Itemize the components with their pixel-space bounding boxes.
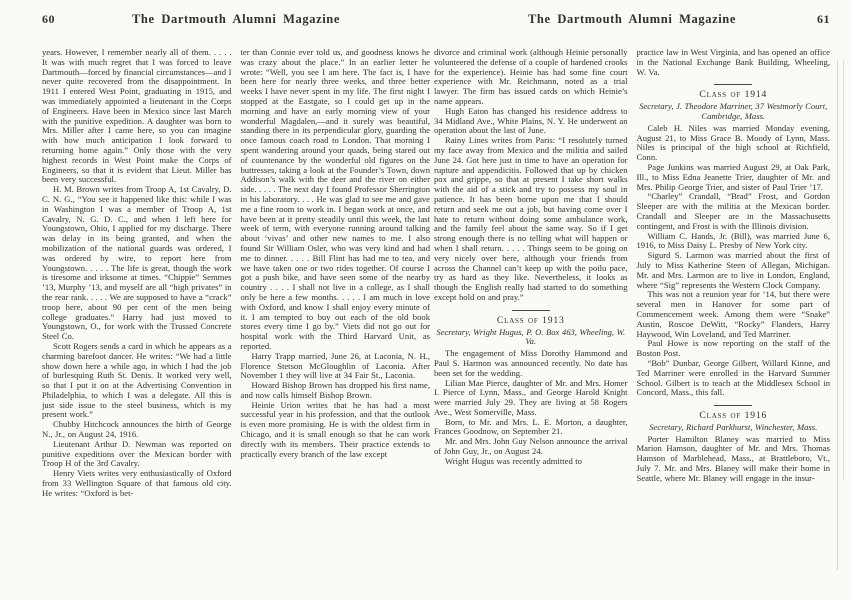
paragraph: H. M. Brown writes from Troop A, 1st Cavalry, D. C. N. G., “You see it happened like this: while I was in Washington I was a member of Troop A, 1st Cavalry, N. G. D. C., and when I left here for Youngstown, Ohio, I applied for my discharge. There was delay in its being granted, and when the mobilization of the national guards was ordered, I was ordered by wire, to report here from Youngstown. . . . . The life is great, though the work is tiresome and irksome at times. “Chippie” Semmes ’13, Murphy ’13, and myself are all “high privates” in the rear rank. . . . . We are supposed to have a “crack” troop here, about 90 per cent of the men being college graduates.” Harry had just moved to Youngstown, O., for work with the Trussed Concrete Steel Co. <box>42 184 232 342</box>
paragraph: Mr. and Mrs. John Guy Nelson announce the arrival of John Guy, Jr., on August 24. <box>434 436 628 457</box>
paragraph: divorce and criminal work (although Heinie personally volunteered the defense of a couple of hardened crooks for the experience). Heinie has had some fine court experience with Mr. Reichmann, noted as a trial lawyer. The firm has issued cards on which Heinie’s name appears. <box>434 47 628 106</box>
page-60-column-2 <box>241 48 431 499</box>
paragraph: Heinie Urion writes that he has had a most successful year in his profession, and that the outlook is even more promising. He is with the oldest firm in Chicago, and it is small enough so that he can work directly with its members. Their practice extends to practically every branch of the law except <box>240 399 430 459</box>
page-60-header <box>42 12 430 34</box>
paragraph: Henry Viets writes very enthusiastically of Oxford from 33 Wellington Square of that famous old city. He writes: “Oxford is bet- <box>42 468 232 498</box>
paragraph: Scott Rogers sends a card in which he appears as a charming barefoot dancer. He writes: “We had a little show down here a while ago, in which I had the job of burlesquing Ruth St. Denis. It worked very well, so that I put it on at the Advertising Convention in Philadelphia, to which I was a delegate. All this is just side issue to the steel business, which is my present work.” <box>42 340 232 420</box>
paragraph: This was not a reunion year for ’14, but there were several men in Hanover for some part of Commencement week. Among them were “Snake” Austin, Roscoe DeWitt, “Rocky” Flanders, Harry Haywood, Win Loveland, and Ted Marriner. <box>636 289 830 339</box>
paragraph: Porter Hamilton Blaney was married to Miss Marion Hamson, daughter of Mr. and Mrs. Thomas Hamson of Marblehead, Mass., at Brattleboro, Vt., July 7. Mr. and Mrs. Blaney will make their home in Seattle, where Mr. Blaney will engage in the insur- <box>636 433 830 483</box>
class-heading: Class of 1914 <box>699 89 768 101</box>
running-title-right: The Dartmouth Alumni Magazine <box>528 12 736 26</box>
page-60-columns <box>42 48 430 499</box>
paragraph: “Bob” Dunbar, George Gilbert, Willard Kinne, and Ted Marriner were enrolled in the Harvard Summer School. Gilbert is to teach at the Middlesex School in Concord, Mass., this fall. <box>636 357 830 398</box>
secretary-line: Secretary, Wright Hugus, P. O. Box 463, Wheeling, W. Va. <box>436 326 626 347</box>
paragraph: Harry Trapp married, June 26, at Laconia, N. H., Florence Stetson McGloughlin of Laconia. After November 1 they will live at 34 Fair St., Laconia. <box>240 350 430 381</box>
page-61-column-1 <box>434 48 628 484</box>
paragraph: Chubby Hitchcock announces the birth of George N., Jr., on August 24, 1916. <box>42 419 232 440</box>
paragraph: Rainy Lines writes from Paris: “I resolutely turned my face away from Mexico and the militia and sailed June 24. Got here just in time to have an operation for rupture and appendicitis. Followed that up by chicken pox and grippe, so that at present I take short walks with the aid of a stick and try to possess my soul in patience. It has been borne upon me that I should return and seek me out a job, but having come over I hate to return without doing some ambulance work, and the family feel about the same way. So if I get strong enough there is no telling what will happen or when I shall return. . . . . Things seem to be going on very nicely over here, although your friends from across the Channel can’t keep up with the poilu pace, try as hard as they like. Nevertheless, it looks as though the English really had started to do something except hold on and pray.” <box>434 135 628 302</box>
page-61 <box>434 12 830 592</box>
running-title-left: The Dartmouth Alumni Magazine <box>132 12 340 26</box>
paragraph: Lilian Mae Pierce, daughter of Mr. and Mrs. Homer I. Pierce of Lynn, Mass., and George Harold Knight were married July 29. They are living at 58 Rogers Ave., West Somerville, Mass. <box>434 377 628 417</box>
paragraph: ter than Connie ever told us, and goodness knows he was crazy about the place.” In an earlier letter he wrote: “Well, you see I am here. The fact is, I have been here for nearly three weeks, and three better weeks I have never spent in my life. The first night I stopped at the Eastgate, so I could get up in the morning and have an early morning view of your wonderful Magdalen,—and it surely was beautiful, standing there in its perpendicular glory, guarding the once famous coach road to London. That morning I spent wandering around your quads, being stared out of countenance by the wonderful old figures on the buttresses, taking a look at the Founder’s Town, down Addison’s walk with the deer and the river on either side. . . . . The next day I found Professor Sherrington in his laboratory. . . . He was glad to see me and gave me a fine room to work in. I began work at once, and have been at it pretty steadily until this week, the last week of term, with everyone running around talking about ‘vivas’ and other new names to me. I also found Sir William Osler, who was very kind and had me to dinner. . . . . Bill Flint has had me to tea, and we have taken one or two rides together. Of course I got a push bike, and have seen some of the nearby country . . . . I shall not live in a college, as I shall only be here a few months. . . . . I am much in love with Oxford, and know I shall enjoy every minute of it. I am tempted to buy out each of the old book stores every time I go by.” Viets did not go out for hospital work with the Third Harvard Unit, as reported. <box>240 47 430 351</box>
paragraph: Page Junkins was married August 29, at Oak Park, Ill., to Miss Edna Jeanette Trier, daughter of Mr. and Mrs. Philip George Trier, and sister of Paul Trier ’17. <box>636 161 830 192</box>
section-divider <box>714 84 752 85</box>
paragraph: Sigurd S. Larmon was married about the first of July to Miss Katherine Steen of Allegan, Michigan. Mr. and Mrs. Larmon are to live in London, England, where “Sig” represents the Western Clock Company. <box>636 250 830 290</box>
paragraph: Born, to Mr. and Mrs. L. E. Morton, a daughter, Frances Goodnow, on September 21. <box>434 416 628 437</box>
paragraph: Lieutenant Arthur D. Newman was reported on punitive expeditions over the Mexican border with Troop H of the 3rd Cavalry. <box>42 438 232 469</box>
paragraph: years. However, I remember nearly all of them. . . . . It was with much regret that I was forced to leave Dartmouth—forced by financial circumstances—and I never quite recovered from the disappointment. In 1911 I entered West Point, graduating in 1915, and was immediately appointed a lieutenant in the Corps of Engineers. Have been in Mexico since last March with the punitive expedition. A daughter was born to Mrs. Miller after I came here, so you can imagine with how much anticipation I look forward to returning home again.” Only those with the very highest records in West Point make the Corps of Engineers, so that it is evident that Lieut. Miller has been very successful. <box>42 47 232 185</box>
paragraph: Howard Bishop Brown has dropped his first name, and now calls himself Bishop Brown. <box>240 380 430 400</box>
class-heading: Class of 1913 <box>496 314 565 326</box>
paragraph: “Charley” Crandall, “Brad” Frost, and Gordon Sleeper are with the militia at the Mexican border. Crandall and Sleeper are in the Massachusetts contingent, and Frost is with the Illinois division. <box>636 191 830 231</box>
paragraph: The engagement of Miss Dorothy Hammond and Paul S. Harmon was announced recently. No date has been set for the wedding. <box>434 348 628 378</box>
page-61-columns <box>434 48 830 484</box>
section-divider <box>714 405 752 406</box>
class-heading: Class of 1916 <box>699 410 768 422</box>
page-61-header <box>434 12 830 34</box>
secretary-line: Secretary, J. Theodore Marriner, 37 Westmorly Court, Cambridge, Mass. <box>639 101 828 121</box>
paragraph: practice law in West Virginia, and has opened an office in the National Exchange Bank Building, Wheeling, W. Va. <box>636 47 830 77</box>
page-edge-line <box>837 60 838 570</box>
section-divider <box>512 310 550 311</box>
page-60-column-1 <box>42 48 232 499</box>
paragraph: Paul Howe is now reporting on the staff of the Boston Post. <box>636 338 830 359</box>
paragraph: Hugh Eaton has changed his residence address to 34 Midland Ave., White Plains, N. Y. He underwent an operation about the last of June. <box>434 105 628 136</box>
page-60 <box>42 12 430 592</box>
paragraph: Wright Hugus was recently admitted to <box>445 455 582 466</box>
paragraph: Caleb H. Niles was married Monday evening, August 21, to Miss Grace B. Moody of Lynn, Mass. Niles is principal of the high school at Richfield, Conn. <box>636 122 830 163</box>
page-number-left: 60 <box>42 12 55 26</box>
page-number-right: 61 <box>817 12 830 26</box>
page-61-column-2 <box>637 48 831 484</box>
page-edge-line <box>843 60 844 480</box>
secretary-line: Secretary, Richard Parkhurst, Winchester, Mass. <box>649 421 818 432</box>
paragraph: William C. Hands, Jr. (Bill), was married June 6, 1916, to Miss Daisy L. Presby of New York city. <box>636 230 830 251</box>
